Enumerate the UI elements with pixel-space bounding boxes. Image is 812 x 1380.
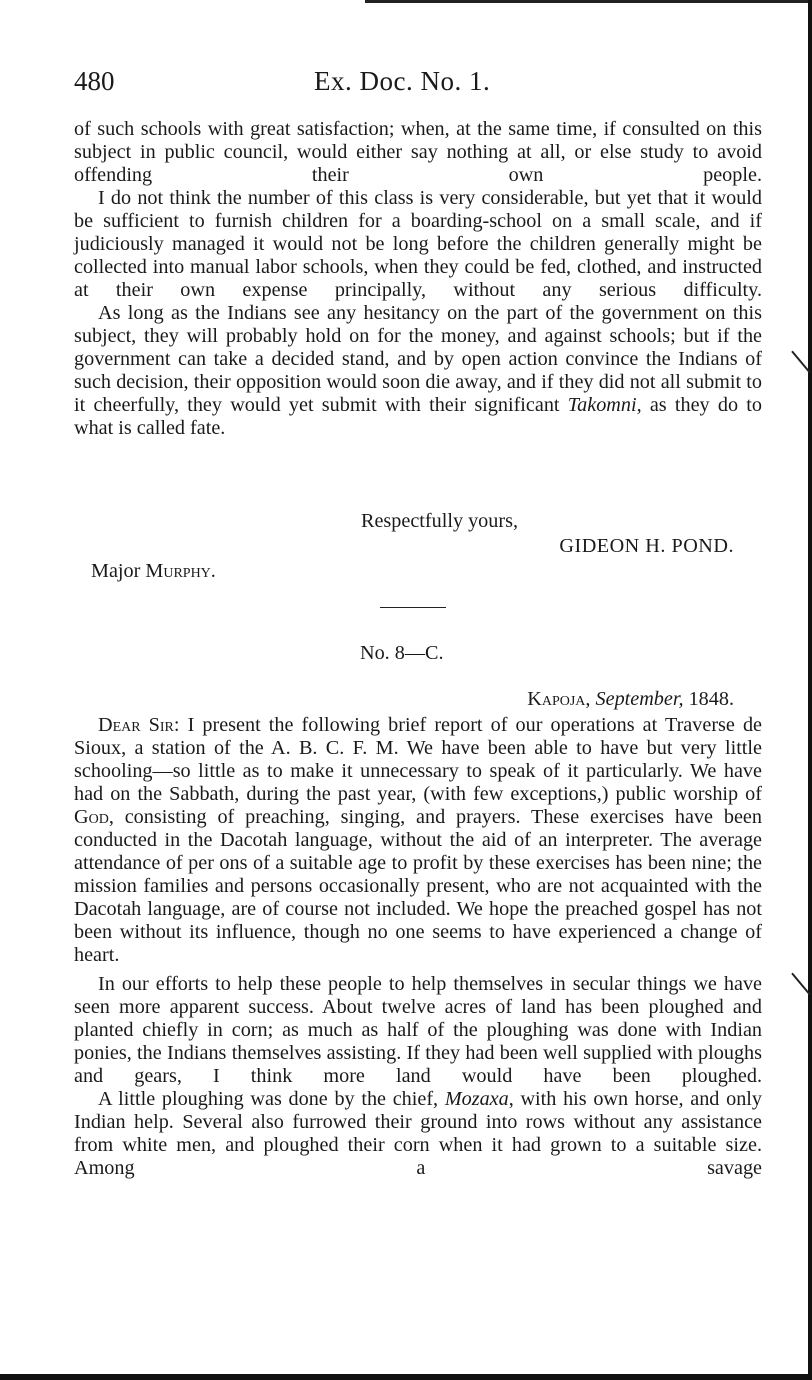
salutation: Dear Sir xyxy=(98,714,174,736)
letter-heading: No. 8—C. xyxy=(360,642,444,664)
closing: Respectfully yours, xyxy=(361,510,518,532)
paragraph: Dear Sir: I present the following brief report of our operations at Traverse de Sioux, a station of the A. B. C. F. M. We have been able to have but very little schooling—so little as to make it unnecessary to speak of it particularly. We have had on the Sabbath, during the past year, (with few exceptions,) public worship of God, consisting of preaching, singing, and prayers. These exercises have been conducted in the Dacotah language, without the aid of an interpreter. The average attendance of per ons of a suitable age to profit by these exercises has been nine; the mission families and persons occasionally present, who are not acquainted with the Dacotah language, are of course not included. We hope the preached gospel has not been without its influence, though no one seems to have experienced a change of heart. xyxy=(74,714,763,966)
page-header xyxy=(74,66,764,106)
paragraph-continued: of such schools with great satisfaction; when, at the same time, if consulted on this subject in public council, would either say nothing at all, or else study to avoid offending their own people. xyxy=(74,118,762,186)
scan-edge-bottom xyxy=(0,1374,812,1380)
running-title: Ex. Doc. No. 1. xyxy=(314,66,491,96)
letter-williamson-body xyxy=(74,714,762,1180)
dateline: Kapoja, September, 1848. xyxy=(527,688,734,710)
paragraph: A little ploughing was done by the chief, Mozaxa, with his own horse, and only Indian help. Several also furrowed their ground into rows without any assistance from white men, and ploughed their corn when it had grown to a suitable size. Among a savage xyxy=(74,1088,762,1179)
letter-pond-body xyxy=(74,118,762,440)
addressee: Major Murphy. xyxy=(91,560,216,582)
italic-term: Mozaxa xyxy=(444,1088,509,1110)
scan-edge-right xyxy=(808,0,812,1380)
page-number: 480 xyxy=(74,66,115,96)
italic-term: Takomni xyxy=(567,394,637,416)
top-rule xyxy=(365,0,812,3)
section-divider xyxy=(380,607,446,608)
signature: GIDEON H. POND. xyxy=(559,535,734,557)
paragraph: In our efforts to help these people to help themselves in secular things we have seen more apparent success. About twelve acres of land has been ploughed and planted chiefly in corn; as much as half of the ploughing was done with Indian ponies, the Indians themselves assisting. If they had been well supplied with ploughs and gears, I think more land would have been ploughed. xyxy=(74,973,762,1087)
paragraph: I do not think the number of this class is very considerable, but yet that it would be sufficient to furnish children for a boarding-school on a small scale, and if judiciously managed it would not be long before the children generally might be collected into manual labor schools, when they could be fed, clothed, and instructed at their own expense principally, without any serious difficulty. xyxy=(74,187,762,301)
paragraph: As long as the Indians see any hesitancy on the part of the government on this subject, they will probably hold on for the money, and against schools; but if the government can take a decided stand, and by open action convince the Indians of such decision, their opposition would soon die away, and if they did not all submit to it cheerfully, they would yet submit with their significant Takomni, as they do to what is called fate. xyxy=(74,302,762,439)
